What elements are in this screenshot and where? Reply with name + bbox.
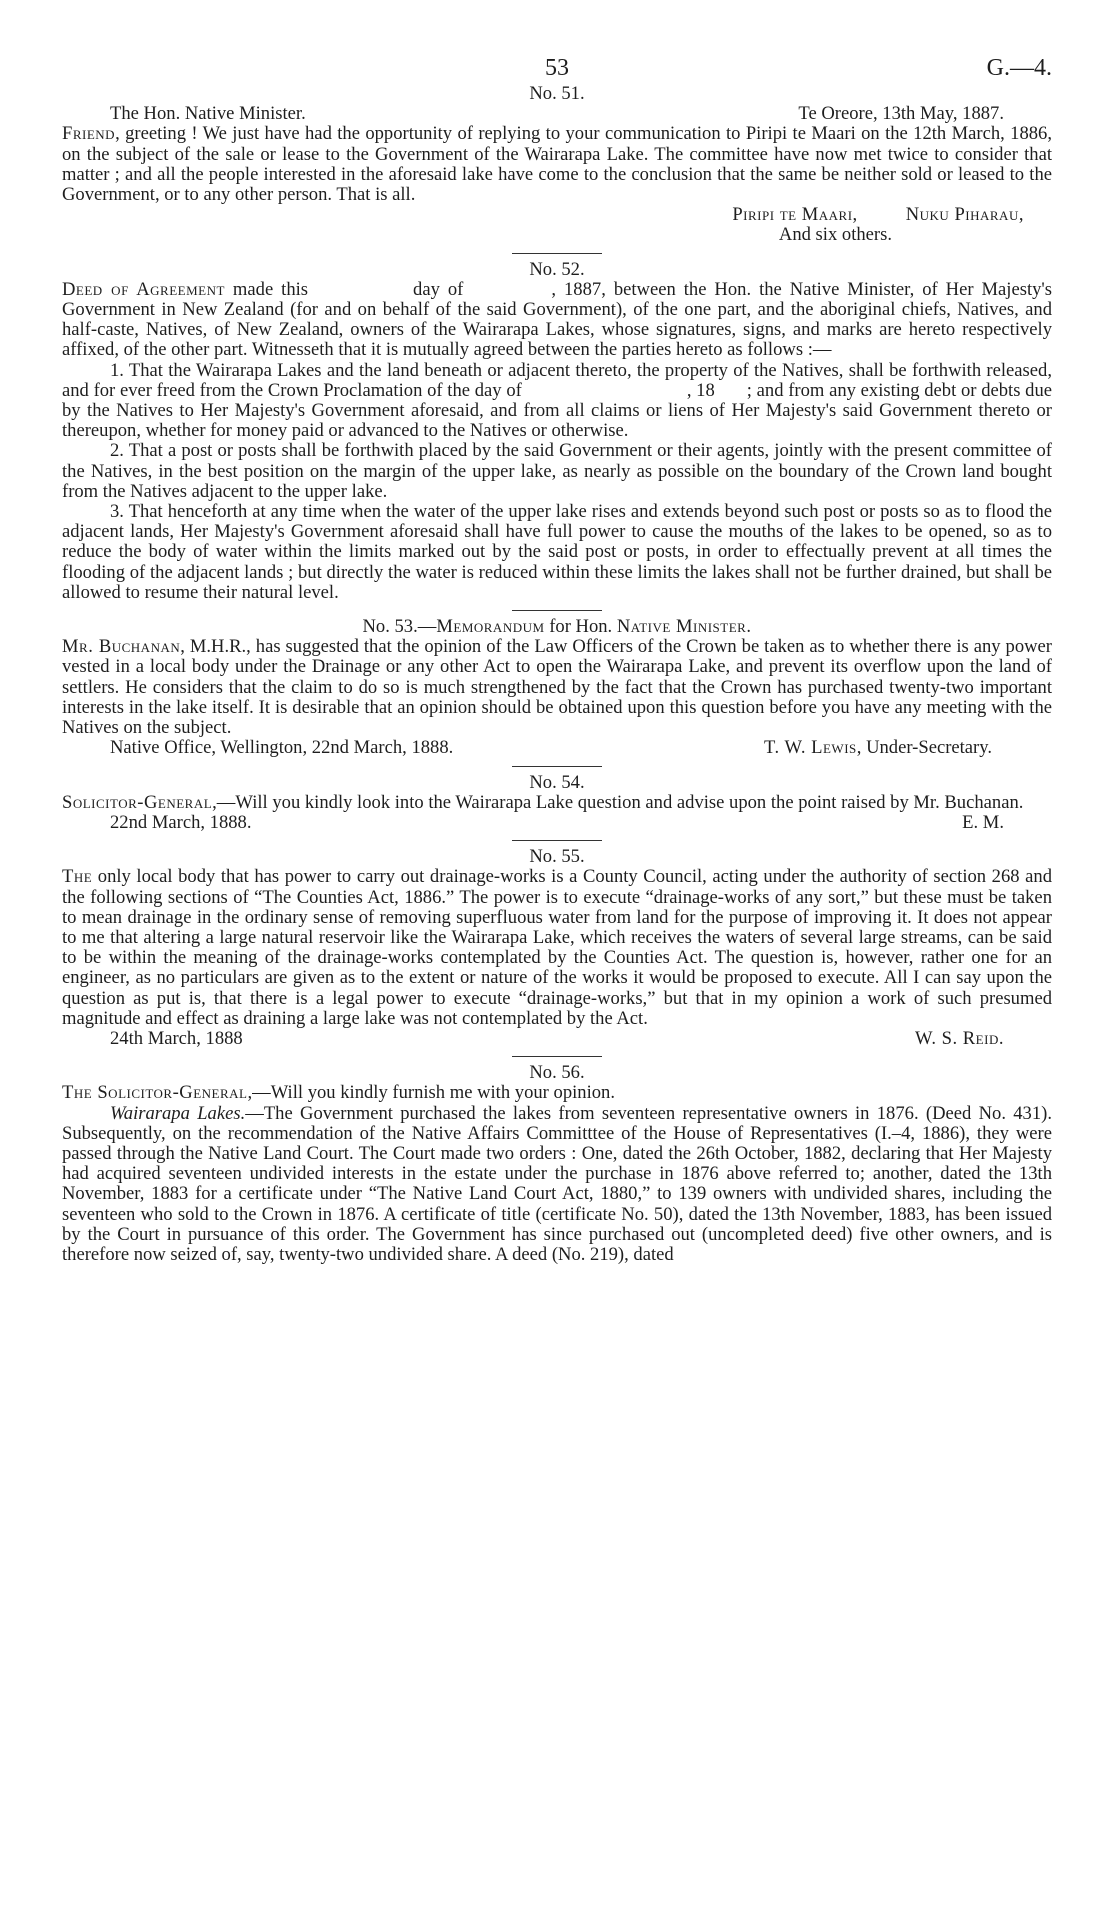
section-heading: No. 51. [529,83,585,104]
opinion-dateline [62,1029,1052,1049]
section-heading: No. 52. [529,258,585,280]
memo-signature [764,738,992,758]
opinion-lead: The [62,866,93,888]
note-body-text: ,—Will you kindly look into the Wairarapa Lake question and advise upon the point raised by Mr. Buchanan. [212,791,1024,813]
addressee: The Hon. Native Minister. [110,103,306,125]
note-no-54 [62,773,1052,834]
memo-body [62,637,1052,738]
request-body-text: ,—Will you kindly furnish me with your opinion. [247,1082,615,1104]
section-heading: No. 56. [529,1062,585,1084]
clause-1 [62,361,1052,442]
opinion-body-text: only local body that has power to carry out drainage-works is a County Council, acting under the authority of section 268 and the following sections of “The Counties Act, 1886.” The power is to execute “drainage-works of any sort,” but these must be taken to mean drainage in the ordinary sense of removing superfluous water from land for the purpose of improving it. It does not appear to me that altering a large natural reservoir like the Wairarapa Lake, which receives the waters of several large streams, can be said to be within the meaning of the drainage-works contemplated by the Counties Act. The question is, however, rather one for an engineer, as no particulars are given as to the extent or nature of the works it would be proposed to execute. All I can say upon the question as put is, that there is a legal power to execute “drainage-works,” but that in my opinion a work of such presumed magnitude and effect as draining a large lake was not contemplated by the Act. [62,866,1052,1029]
heading-minister: Native Minister. [616,616,752,638]
request-line [62,1083,1052,1103]
clause-1-a: 1. That the Wairarapa Lakes and the land beneath or adjacent thereto, the property of the Natives, shall be forthwith released, and for ever freed from the Crown Proclamation of the [62,359,1052,401]
memo-place-date: Native Office, Wellington, 22nd March, 1888. [110,737,454,759]
section-divider [512,840,602,841]
lakes-subhead: Wairarapa Lakes. [110,1102,246,1124]
section-heading: No. 54. [529,771,585,793]
opinion-body [62,867,1052,1029]
page-number: 53 [545,55,569,81]
signature-2: Nuku Piharau, [905,204,1024,226]
signatures [62,205,1052,225]
letter-body [62,124,1052,205]
note-lead: Solicitor-General [62,791,213,813]
note-dateline [62,813,1052,833]
memo-no-53 [62,617,1052,758]
letter-no-51 [62,84,1052,246]
deed-intro-a: made this [224,278,309,300]
section-heading [62,617,1052,637]
signature-others: And six others. [778,224,892,246]
section-divider [512,610,602,611]
deed-lead: Deed of Agreement [62,278,225,300]
letter-header-line [62,104,1052,124]
note-body [62,793,1052,813]
memo-lead: Mr. Buchanan [62,636,181,658]
memo-body-text: , M.H.R., has suggested that the opinion of the Law Officers of the Crown be taken as to whether there is any power vested in a local body under the Drainage or any other Act to open the Wairarapa Lake, and prevent its overflow upon the land of settlers. He considers that the claim to do so is much strengthened by the fact that the Crown has purchased twenty-two important interests in the lake itself. It is desirable that an opinion should be obtained upon this question before you have any meeting with the Natives on the subject. [62,636,1052,739]
section-divider [512,253,602,254]
note-date: 22nd March, 1888. [110,811,252,833]
clause-1-b: day of [474,379,522,401]
deed-intro-c: , 1887, between the Hon. the Native Minister, of Her Majesty's Government in New Zealand (for and on behalf of the said Government), of the one part, and the aboriginal chiefs, Natives, and half-caste, Natives, of New Zealand, owners of the Wairarapa Lakes, whose signatures, signs, and marks are hereto respectively affixed, of the other part. Witnesseth that it is mutually agreed between the parties hereto as follows :— [62,278,1053,361]
salutation: Friend [62,123,116,145]
heading-memo: Memorandum [436,616,545,638]
signature-1: Piripi te Maari, [732,204,858,226]
heading-number: No. 53.— [362,616,437,638]
memo-signatory: T. W. Lewis [764,737,857,759]
section-divider [512,1056,602,1057]
place-date: Te Oreore, 13th May, 1887. [798,103,1004,125]
clause-3: 3. That henceforth at any time when the water of the upper lake rises and extends beyond such post or posts so as to flood the adjacent lands, Her Majesty's Government aforesaid shall have full power to cause the mouths of the lakes to be opened, so as to reduce the body of water within the limits marked out by the said post or posts, in order to effectually prevent at all times the flooding of the adjacent lands ; but directly the water is reduced within these limits the lakes shall not be further drained, but shall be allowed to resume their natural level. [62,501,1052,603]
lakes-paragraph-text: —The Government purchased the lakes from seventeen representative owners in 1876. (Deed No. 431). Subsequently, on the recommendation of the Native Affairs Committtee of the House of Representatives (I.–4, 1886), they were passed through the Native Land Court. The Court made two orders : One, dated the 26th October, 1882, declaring that Her Majesty had acquired seventeen undivided interests in the estate under the purchase in 1876 above referred to; another, dated the 13th November, 1883 for a certificate under “The Native Land Court Act, 1880,” to 139 owners with undivided shares, including the seventeen who sold to the Crown in 1876. A certificate of title (certificate No. 50), dated the 13th November, 1883, has been issued by the Court in pursuance of this order. The Government has since purchased out (uncompleted deed) five other owners, and is therefore now seized of, say, twenty-two undivided share. A deed (No. 219), dated [62,1102,1052,1265]
section-heading: No. 55. [529,846,585,868]
document-code: G.—4. [986,55,1052,81]
memo-dateline [62,738,1052,758]
section-divider [512,766,602,767]
clause-2: 2. That a post or posts shall be forthwith placed by the said Government or their agents, jointly with the present committee of the Natives, in the best position on the margin of the upper lake, as nearly as possible on the boundary of the Crown land bought from the Natives adjacent to the upper lake. [62,440,1052,502]
memo-signatory-title: , Under-Secretary. [856,737,992,759]
clause-1-c: , 18 [686,379,715,401]
page-header [62,48,1052,84]
clause-1-d: ; and from any existing debt or debts due by the Natives to Her Majesty's Government aforesaid, and from all claims or liens of Her Majesty's said Government thereto or thereupon, whether for money paid or advanced to the Natives or otherwise. [62,379,1053,442]
request-lead: The Solicitor-General [62,1082,248,1104]
deed-intro [62,280,1052,361]
opinion-no-55 [62,847,1052,1049]
heading-for: for Hon. [544,616,617,638]
request-no-56 [62,1063,1052,1265]
note-initials: E. M. [962,811,1004,833]
letter-body-text: , greeting ! We just have had the opportunity of replying to your communication to Piripi te Maari on the 12th March, 1886, on the subject of the sale or lease to the Government of the Wairarapa Lake. The committee have now met twice to consider that matter ; and all the people interested in the aforesaid lake have come to the conclusion that the same be neither sold or leased to the Government, or to any other person. That is all. [62,123,1052,206]
document-page [62,48,1052,1265]
lakes-paragraph [62,1104,1052,1266]
opinion-signatory: W. S. Reid. [915,1027,1004,1049]
deed-no-52 [62,260,1052,603]
opinion-date: 24th March, 1888 [110,1027,243,1049]
deed-intro-b: day of [413,278,464,300]
